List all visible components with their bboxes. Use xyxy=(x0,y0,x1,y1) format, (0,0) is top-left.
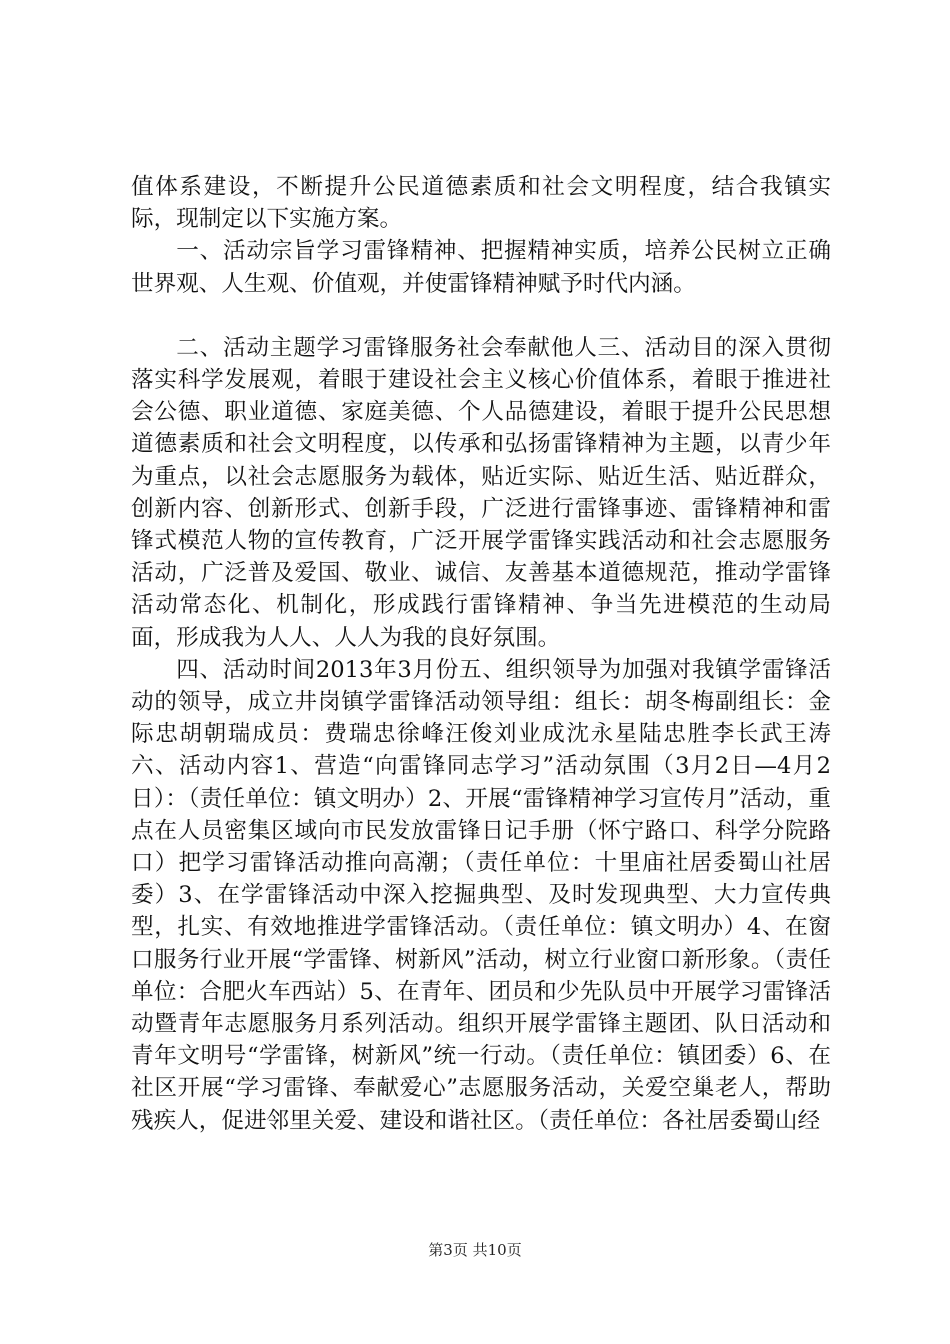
page-number-footer: 第3页 共10页 xyxy=(428,1241,522,1259)
paragraph-section-4-6-time-leadership-content: 四、活动时间2013年3月份五、组织领导为加强对我镇学雷锋活动的领导，成立井岗镇学雷锋活动领导组：组长：胡冬梅副组长：金际忠胡朝瑞成员：费瑞忠徐峰汪俊刘业成沈永星陆忠胜李长武王涛六、活动内容1、营造“向雷锋同志学习”活动氛围（3月2日—4月2日）：（责任单位：镇文明办）2、开展“雷锋精神学习宣传月”活动，重点在人员密集区域向市民发放雷锋日记手册（怀宁路口、科学分院路口）把学习雷锋活动推向高潮；（责任单位：十里庙社居委蜀山社居委）3、在学雷锋活动中深入挖掘典型、及时发现典型、大力宣传典型，扎实、有效地推进学雷锋活动。（责任单位：镇文明办）4、在窗口服务行业开展“学雷锋、树新风”活动，树立行业窗口新形象。（责任单位：合肥火车西站）5、在青年、团员和少先队员中开展学习雷锋活动暨青年志愿服务月系列活动。组织开展学雷锋主题团、队日活动和青年文明号“学雷锋，树新风”统一行动。（责任单位：镇团委）6、在社区开展“学习雷锋、奉献爱心”志愿服务活动，关爱空巢老人，帮助残疾人，促进邻里关爱、建设和谐社区。（责任单位：各社居委蜀山经 xyxy=(131,656,831,1134)
paragraph-spacer xyxy=(131,300,831,332)
document-body xyxy=(131,171,831,1137)
paragraph-intro-continuation: 值体系建设，不断提升公民道德素质和社会文明程度，结合我镇实际，现制定以下实施方案。 xyxy=(131,174,831,233)
paragraph-section-1-purpose: 一、活动宗旨学习雷锋精神、把握精神实质，培养公民树立正确世界观、人生观、价值观，并使雷锋精神赋予时代内涵。 xyxy=(131,238,831,297)
paragraph-section-2-3-theme-goal: 二、活动主题学习雷锋服务社会奉献他人三、活动目的深入贯彻落实科学发展观，着眼于建设社会主义核心价值体系，着眼于推进社会公德、职业道德、家庭美德、个人品德建设，着眼于提升公民思想道德素质和社会文明程度，以传承和弘扬雷锋精神为主题，以青少年为重点，以社会志愿服务为载体，贴近实际、贴近生活、贴近群众，创新内容、创新形式、创新手段，广泛进行雷锋事迹、雷锋精神和雷锋式模范人物的宣传教育，广泛开展学雷锋实践活动和社会志愿服务活动，广泛普及爱国、敬业、诚信、友善基本道德规范，推动学雷锋活动常态化、机制化，形成践行雷锋精神、争当先进模范的生动局面，形成我为人人、人人为我的良好氛围。 xyxy=(131,334,831,651)
